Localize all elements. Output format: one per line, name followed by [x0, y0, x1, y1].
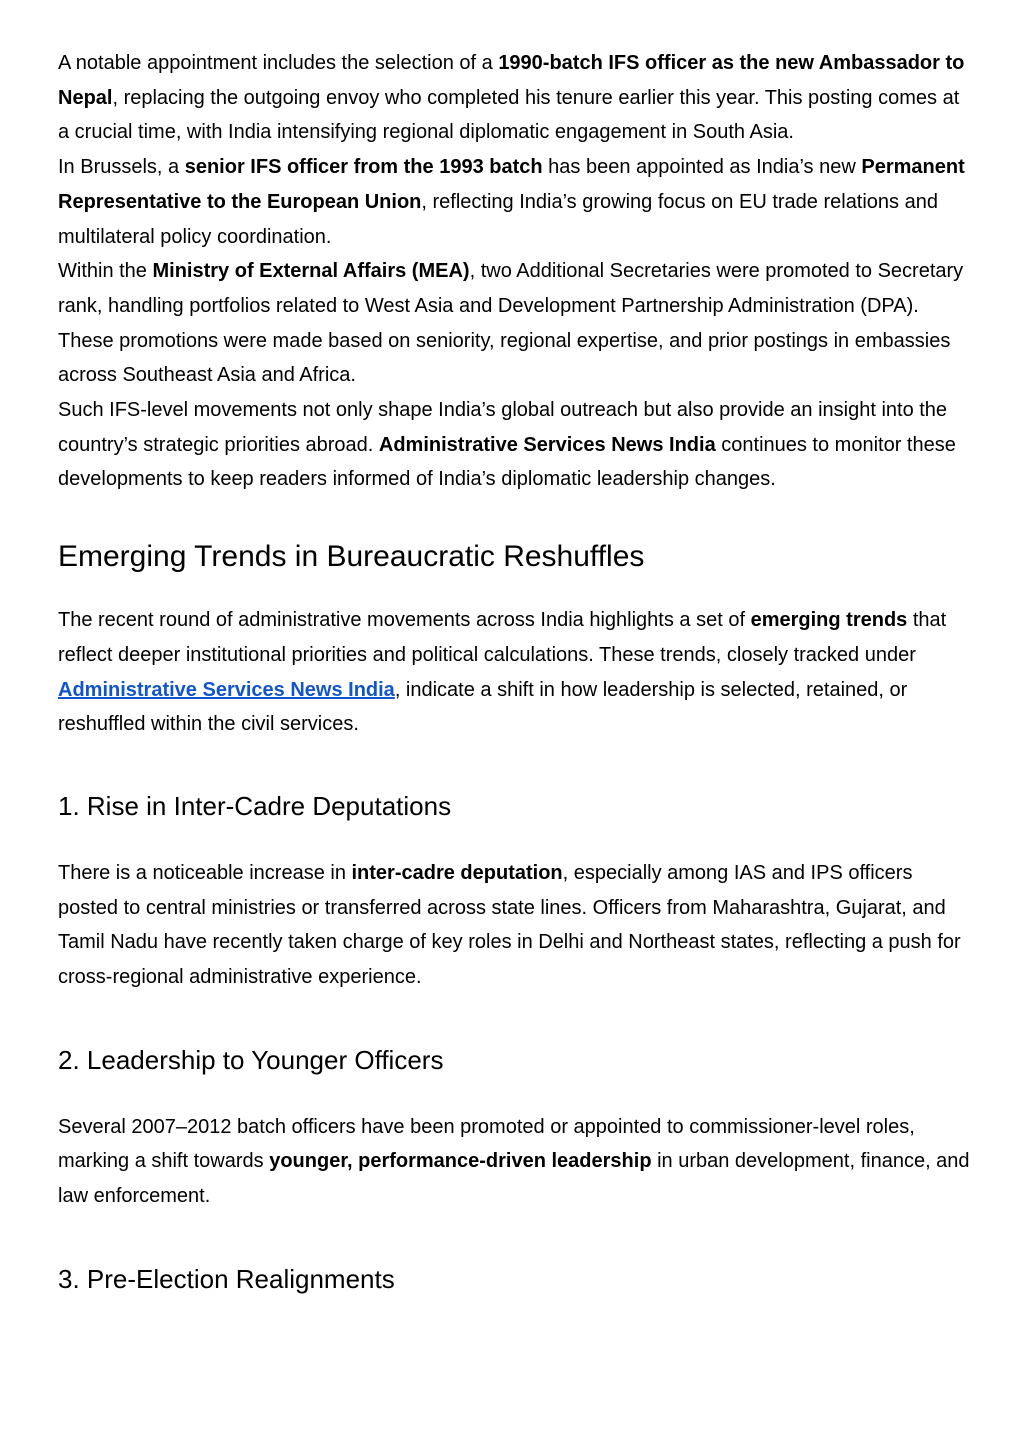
text-run: Within the: [58, 260, 153, 283]
text-run: , reflecting India’s growing focus on EU trade relations and multilateral policy coordination.: [58, 190, 938, 248]
text-run: In Brussels, a: [58, 156, 185, 179]
text-run: Such IFS-level movements not only shape India’s global outreach but also provide an insight into the country’s strategic priorities abroad.: [58, 399, 948, 456]
ifs-appointments-block: [58, 46, 970, 497]
bold-phrase: Permanent Representative to the European Union: [58, 156, 965, 213]
intro-text-2: that reflect deeper institutional priorities and political calculations. These trends, closely tracked under: [58, 609, 947, 666]
text-run: A notable appointment includes the selection of a: [58, 52, 499, 74]
subsection-heading-2: 2. Leadership to Younger Officers: [58, 1044, 444, 1075]
intro-paragraph-3: [58, 254, 970, 393]
subsection-heading-3: 3. Pre-Election Realignments: [58, 1263, 395, 1294]
subsection-paragraph-1: [58, 856, 970, 995]
section-heading: Emerging Trends in Bureaucratic Reshuffles: [58, 540, 645, 574]
section-intro-paragraph: [58, 603, 970, 742]
s2-text-1: Several 2007–2012 batch officers have been promoted or appointed to commissioner-level roles, marking a shift towards: [58, 1115, 915, 1173]
text-run: , replacing the outgoing envoy who completed his tenure earlier this year. This posting comes at a crucial time, with India intensifying regional diplomatic engagement in South Asia.: [58, 86, 960, 144]
emerging-trends-bold: emerging trends: [750, 609, 908, 632]
text-run: , two Additional Secretaries were promoted to Secretary rank, handling portfolios related to West Asia and Development Partnership Administration (DPA). These promotions were made based on seniority, regional expertise, and prior postings in embassies across Southeast Asia and Africa.: [58, 260, 964, 387]
s2-text-2: in urban development, finance, and law enforcement.: [58, 1150, 970, 1208]
text-run: continues to monitor these developments to keep readers informed of India’s diplomatic leadership changes.: [58, 433, 956, 491]
bold-phrase: Ministry of External Affairs (MEA): [152, 260, 470, 283]
bold-phrase: Administrative Services News India: [378, 433, 716, 456]
younger-leadership-bold: younger, performance-driven leadership: [269, 1150, 652, 1173]
intro-paragraph-4: [58, 393, 970, 497]
article-body: [58, 46, 970, 1295]
bold-phrase: 1990-batch IFS officer as the new Ambassador to Nepal: [58, 52, 965, 109]
s1-text-1: There is a noticeable increase in: [58, 861, 352, 884]
text-run: has been appointed as India’s new: [542, 156, 862, 179]
subsection-paragraph-2: [58, 1110, 970, 1214]
inter-cadre-deputation-bold: inter-cadre deputation: [351, 861, 563, 884]
intro-text-1: The recent round of administrative movements across India highlights a set of: [58, 609, 751, 632]
intro-text-3: , indicate a shift in how leadership is selected, retained, or reshuffled within the civil services.: [58, 678, 908, 736]
s1-text-2: , especially among IAS and IPS officers posted to central ministries or transferred across state lines. Officers from Maharashtra, Gujarat, and Tamil Nadu have recently taken charge of key roles in Delhi and Northeast states, reflecting a push for cross-regional administrative experience.: [58, 861, 961, 989]
administrative-services-news-link[interactable]: Administrative Services News India: [58, 678, 395, 701]
intro-paragraph-2: [58, 150, 970, 254]
subsection-heading-1: 1. Rise in Inter-Cadre Deputations: [58, 790, 452, 821]
bold-phrase: senior IFS officer from the 1993 batch: [184, 156, 543, 179]
intro-paragraph-1: [58, 46, 970, 150]
